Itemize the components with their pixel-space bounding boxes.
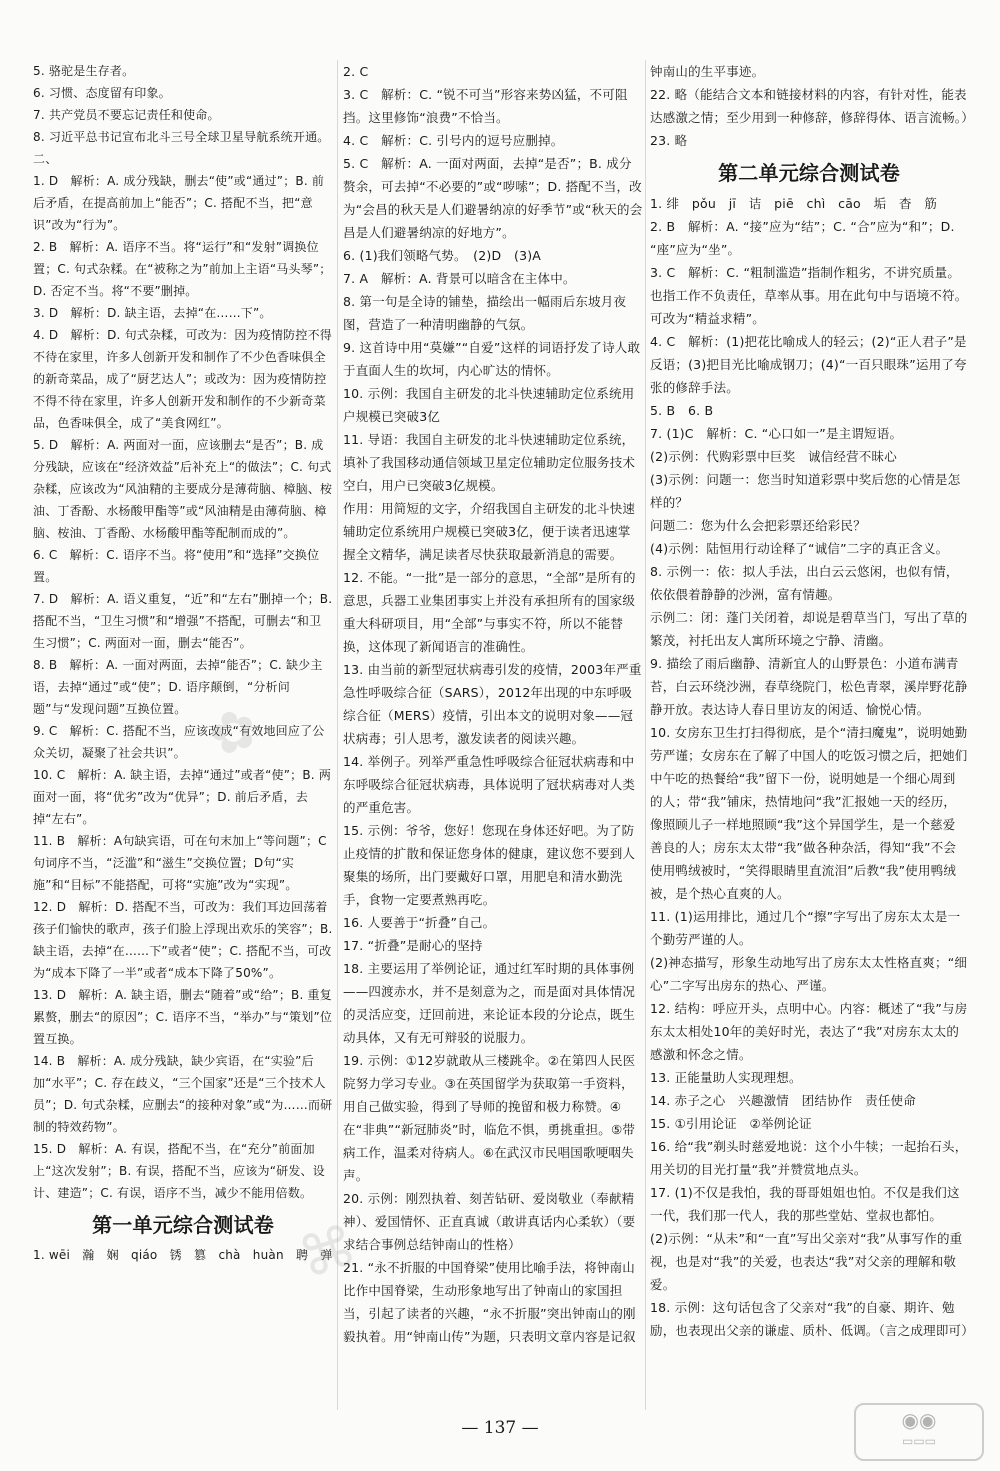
answer-item: 7. D 解析：A. 语义重复，“近”和“左右”删掉一个；B. 搭配不当，“卫生习惯”和“增强”不搭配，可删去“和卫生习惯”；C. 两面对一面，删去“能否”。 [33,592,337,650]
answer-item: 14. 赤子之心 兴趣激情 团结协作 责任使命 [650,1093,916,1108]
answer-item: 15. ①引用论证 ②举例论证 [650,1116,812,1131]
answer-item: 12. 结构：呼应开头，点明中心。内容：概述了“我”与房东太太相处10年的美好时光，表达了“我”对房东太太的感激和怀念之情。 [650,1001,968,1062]
answer-item: 11. (1)运用排比，通过几个“擦”字写出了房东太太是一个勤劳严谨的人。 (2)神态描写，形象生动地写出了房东太太性格直爽；“细心”二字写出房东的热心、严谨。 [650,909,968,993]
answer-item: 2. B 解析：A. “接”应为“结”；C. “合”应为“和”；D. “座”应为“坐”。 [650,219,959,257]
answer-item: 5. C 解析：A. 一面对两面，去掉“是否”；B. 成分赘余，可去掉“不必要的”或“哕嗦”；D. 搭配不当，改为“会昌的秋天是人们避暑纳凉的好季节”或“秋天的会昌是人们避暑纳凉的好地方”。 [343,156,643,240]
answer-item: 3. C 解析：C. “粗制滥造”指制作粗劣，不讲究质量。也指工作不负责任，草率从事。用在此句中与语境不符。可改为“精益求精”。 [650,265,968,326]
answer-item: 14. B 解析：A. 成分残缺，缺少宾语，在“实验”后加“水平”；C. 存在歧义，“三个国家”还是“三个技术人员”；D. 句式杂糅，应删去“的接种对象”或“为……而研制的特效药物”。 [33,1054,333,1134]
answer-item: 7. A 解析：A. 背景可以暗含在主体中。 [343,271,576,286]
answer-item: 8. 习近平总书记宣布北斗三号全球卫星导航系统开通。 [33,130,330,144]
answer-item: 14. 举例子。列举严重急性呼吸综合征冠状病毒和中东呼吸综合征冠状病毒，具体说明了冠状病毒对人类的严重危害。 [343,754,636,815]
answer-item: 1. D 解析：A. 成分残缺，删去“使”或“通过”；B. 前后矛盾，在提高前加上“能否”；C. 搭配不当，把“意识”改为“行为”。 [33,174,325,232]
answer-item: 15. D 解析：A. 有误，搭配不当，在“充分”前面加上“这次发射”；B. 有误，搭配不当，应该为“研发、设计、建造”；C. 有误，语序不当，减少不能用倍数。 [33,1142,325,1200]
answer-column-right [650,60,974,1342]
answer-item: 19. 示例：①12岁就敢从三楼跳伞。②在第四人民医院努力学习专业。③在英国留学为获取第一手资料，用自己做实验，得到了导师的挽留和极力称赞。④在“非典”“新冠肺炎”时，临危不惧，勇挑重担。⑤带病工作，温柔对待病人。⑥在武汉市民唱国歌哽咽失声。 [343,1053,636,1183]
watermark-stamp: ✿ [201,694,266,771]
answer-item: 8. 示例一：依：拟人手法，出白云云悠闲，也似有情，依依偎着静静的沙洲，富有情趣。 示例二：闭：蓬门关闭着，却说是碧草当门，写出了草的繁茂，衬托出友人寓所环境之宁静、清幽。 [650,564,968,648]
answer-item: 16. 给“我”剃头时慈爱地说：这个小牛犊；一起抬石头，用关切的目光打量“我”并赞赏地点头。 [650,1139,968,1177]
answer-item: 7. (1)C 解析：C. “心口如一”是主谓短语。 (2)示例：代购彩票中巨奖 诚信经营不昧心 (3)示例：问题一：您当时知道彩票中奖后您的心情是怎样的？ 问题二：您为什么会把彩票还给彩民？ (4)示例：陆恒用行动诠释了“诚信”二字的真正含义。 [650,426,961,556]
answer-item: 17. (1)不仅是我怕，我的哥哥姐姐也怕。不仅是我们这一代，我们那一代人，我的那些堂姑、堂叔也都怕。 (2)示例：“从未”和“一直”写出父亲对“我”从事写作的重视，也是对“我”的关爱，也表达“我”对父亲的理解和敬爱。 [650,1185,963,1292]
answer-item: 11. B 解析：A句缺宾语，可在句末加上“等问题”；C句词序不当，“泛滥”和“滋生”交换位置；D句“实施”和“目标”不能搭配，可将“实施”改为“实现”。 [33,834,327,892]
answer-column-middle [343,60,643,1348]
answer-item: 15. 示例：爷爷，您好！您现在身体还好吧。为了防止疫情的扩散和保证您身体的健康，建议您不要到人聚集的场所，出门要戴好口罩，用肥皂和清水勤洗手，食物一定要煮熟再吃。 [343,823,636,907]
answer-item: 17. “折叠”是耐心的坚持 [343,938,483,953]
answer-item: 4. C 解析：C. 引号内的逗号应删掉。 [343,133,564,148]
answer-item: 12. 不能。“一批”是一部分的意思，“全部”是所有的意思，兵器工业集团事实上并没有承担所有的国家级重大科研项目，用“全部”与事实不符，所以不能替换，这体现了新闻语言的准确性。 [343,570,636,654]
page-number: — 137 — [461,1418,539,1438]
watermark-text-shape: ⌘ [291,1212,365,1293]
column-divider [645,60,646,1410]
section-title-unit1: 第一单元综合测试卷 [92,1213,274,1237]
answer-item: 5. 骆驼是生存者。 [33,64,135,78]
answer-item: 3. D 解析：D. 缺主语，去掉“在……下”。 [33,306,272,320]
answer-item: 10. 女房东卫生打扫得彻底，是个“清扫魔鬼”，说明她勤劳严谨；女房东在了解了中国人的吃饭习惯之后，把她们中午吃的热餐给“我”留下一份，说明她是一个细心周到的人；带“我”铺床，热情地问“我”汇报她一天的经历，像照顾儿子一样地照顾“我”这个异国学生，是一个慈爱善良的人；房东太太带“我”做各种杂活，得知“我”不会使用鸭绒被时，“笑得眼睛里直流泪”后教“我”使用鸭绒被，是个热心直爽的人。 [650,725,968,901]
answer-item: 8. B 解析：A. 一面对两面，去掉“能否”；C. 缺少主语，去掉“通过”或“使”；D. 语序颠倒，“分析问题”与“发现问题”互换位置。 [33,658,323,716]
answer-item: 5. B 6. B [650,403,714,418]
answer-item: 13. D 解析：A. 缺主语，删去“随着”或“给”；B. 重复累赘，删去“的原因”；C. 语序不当，“举办”与“策划”位置互换。 [33,988,333,1046]
answer-item: 21. “永不折服的中国脊梁”使用比喻手法，将钟南山比作中国脊梁，生动形象地写出了钟南山的家国担当，引起了读者的兴趣，“永不折服”突出钟南山的刚毅执着。用“钟南山传”为题，只表明文章内容是记叙 [343,1260,636,1344]
answer-item: 16. 人要善于“折叠”自己。 [343,915,496,930]
answer-item: 6. (1)我们领略气势。 (2)D (3)A [343,248,542,263]
answer-item: 22. 略（能结合文本和链接材料的内容，有针对性，能表达感激之情；至少用到一种修辞，修辞得体、语言流畅。） [650,87,974,125]
answer-item: 8. 第一句是全诗的铺垫，描绘出一幅雨后东坡月夜图，营造了一种清明幽静的气氛。 [343,294,627,332]
answer-item: 18. 示例：这句话包含了父亲对“我”的自豪、期许、勉励，也表现出父亲的谦虚、质朴、低调。（言之成理即可） [650,1300,974,1338]
answer-item: 4. D 解析：D. 句式杂糅，可改为：因为疫情防控不得不待在家里，许多人创新开发和制作了不少色香味俱全的新奇菜品，成了“厨艺达人”；或改为：因为疫情防控不得不待在家里，许多人创新开发和制作的不少新奇菜品，色香味俱全，成了“美食网红”。 [33,328,332,430]
answer-item: 20. 示例：刚烈执着、刻苦钻研、爱岗敬业（奉献精神）、爱国情怀、正直真诚（敢讲真话内心柔软）（要求结合事例总结钟南山的性格） [343,1191,636,1252]
answer-item: 10. 示例：我国自主研发的北斗快速辅助定位系统用户规模已突破3亿 [343,386,635,424]
answer-item: 1. 绯 pǒu jī 诘 piē chì cāo 垢 杳 筋 [650,196,938,211]
answer-item: 7. 共产党员不要忘记责任和使命。 [33,108,220,122]
section-title-unit2: 第二单元综合测试卷 [718,161,900,185]
answer-item: 6. C 解析：C. 语序不当。将“使用”和“选择”交换位置。 [33,548,320,584]
answer-item: 12. D 解析：D. 搭配不当，可改为：我们耳边回荡着孩子们愉快的歌声，孩子们脸上浮现出欢乐的笑容”；B. 缺主语，去掉“在……下”或者“使”；C. 搭配不当，可改为“成本下降了一半”或者“成本下降了50%”。 [33,900,337,980]
answer-item: 5. D 解析：A. 两面对一面，应该删去“是否”；B. 成分残缺，应该在“经济效益”后补充上“的做法”；C. 句式杂糅，应该改为“风油精的主要成分是薄荷脑、樟脑、桉油、丁香酚、水杨酸甲酯等”或“风油精是由薄荷脑、樟脑、桉油、丁香酚、水杨酸甲酯等配制而成的”。 [33,438,333,540]
watermark-logo: ◉◉ ▭▭▭ [854,1403,984,1461]
answer-item: 9. 描绘了雨后幽静、清新宜人的山野景色：小道布满青苔，白云环绕沙洲，春草绕院门，松色青翠，溪岸野花静静开放。表达诗人春日里访友的闲适、愉悦心情。 [650,656,968,717]
answer-item: 23. 略 [650,133,688,148]
answer-item: 4. C 解析：(1)把花比喻成人的轻云；(2)“正人君子”是反语；(3)把目光比喻成钢刀；(4)“一百只眼珠”运用了夸张的修辞手法。 [650,334,967,395]
answer-column-left [33,60,337,1266]
answer-item: 10. C 解析：A. 缺主语，去掉“通过”或者“使”；B. 两面对一面，将“优劣”改为“优异”；D. 前后矛盾，去掉“左右”。 [33,768,332,826]
answer-item: 11. 导语：我国自主研发的北斗快速辅助定位系统，填补了我国移动通信领域卫星定位辅助定位服务技术空白，用户已突破3亿规模。 作用：用简短的文字，介绍我国自主研发的北斗快速辅助定位系统用户规模已突破3亿，便于读者迅速掌握全文精华，满足读者尽快获取最新消息的需要。 [343,432,636,562]
answer-item: 18. 主要运用了举例论证，通过红军时期的具体事例——四渡赤水，并不是刻意为之，而是面对具体情况的灵活应变，迂回前进，来论证本段的分论点，既生动具体，又有无可辩驳的说服力。 [343,961,636,1045]
answer-item: 9. 这首诗中用“莫嫌”“自爱”这样的词语抒发了诗人敢于直面人生的坎坷，内心旷达的情怀。 [343,340,641,378]
answer-item: 13. 正能量助人实现理想。 [650,1070,802,1085]
column-divider [337,60,338,1410]
answer-item: 6. 习惯、态度留有印象。 [33,86,171,100]
answer-item: 3. C 解析：C. “锐不可当”形容来势凶猛，不可阻挡。这里修饰“浪费”不恰当。 [343,87,628,125]
answer-item: 2. B 解析：A. 语序不当。将“运行”和“发射”调换位置；C. 句式杂糅。在“被称之为”前加上主语“马头琴”；D. 否定不当。将“不要”删掉。 [33,240,332,298]
answer-item: 9. C 解析：C. 搭配不当，应该改成“有效地回应了公众关切，凝聚了社会共识”。 [33,724,325,760]
answer-item: 钟南山的生平事迹。 [650,64,765,79]
answer-item: 二、 [33,152,58,166]
answer-item: 2. C [343,64,369,79]
answer-item: 1. wēi 瀚 娴 qiáo 锈 篡 chà huàn 聘 弹 [33,1248,333,1262]
answer-item: 13. 由当前的新型冠状病毒引发的疫情，2003年严重急性呼吸综合征（SARS），2012年出现的中东呼吸综合征（MERS）疫情，引出本文的说明对象——冠状病毒；引人思考，激发读者的阅读兴趣。 [343,662,642,746]
